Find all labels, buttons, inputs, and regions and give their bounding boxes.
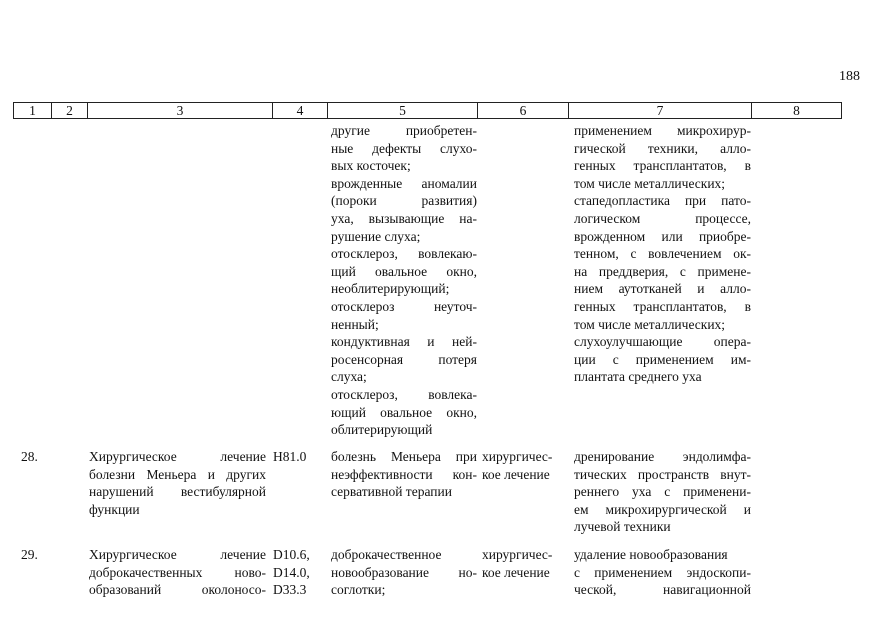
text-line: удаление новообразования — [574, 547, 728, 562]
text-line: слуха; — [331, 369, 367, 385]
text-line: ющий овальное окно, — [331, 404, 477, 420]
text-line: кондуктивная и ней- — [331, 334, 477, 350]
text-line: D33.3 — [273, 582, 307, 598]
row-29-col5 — [331, 546, 477, 599]
text-line: щий овальное окно, — [331, 263, 477, 279]
page-number: 188 — [839, 69, 860, 84]
text-line: ческой, навигационной — [574, 582, 751, 598]
text-line: ненный; — [331, 316, 379, 332]
text-line: D10.6, — [273, 547, 310, 562]
text-line: соглотки; — [331, 582, 386, 598]
text-line: кое лечение — [482, 466, 550, 482]
header-col-8: 8 — [752, 103, 842, 119]
row-29-number: 29. — [21, 547, 38, 562]
text-line: слухоулучшающие опера- — [574, 334, 751, 350]
text-line: гической техники, алло- — [574, 140, 751, 156]
header-col-1: 1 — [14, 103, 52, 119]
continuation-col7 — [574, 122, 751, 386]
text-line: хирургичес- — [482, 449, 553, 464]
text-line: отосклероз, вовлека- — [331, 386, 477, 402]
text-line: сервативной терапии — [331, 484, 452, 500]
row-28-col4 — [273, 448, 327, 466]
row-29-col4 — [273, 546, 327, 599]
row-29-col3 — [89, 546, 266, 599]
text-line: тических пространств внут- — [574, 466, 751, 482]
text-line: росенсорная потеря — [331, 351, 477, 367]
text-line: доброкачественных ново- — [89, 564, 266, 580]
header-col-4: 4 — [273, 103, 328, 119]
text-line: уха, вызывающие на- — [331, 210, 477, 226]
text-line: генных трансплантатов, в — [574, 158, 751, 174]
text-line: генных трансплантатов, в — [574, 298, 751, 314]
text-line: лучевой техники — [574, 519, 671, 535]
text-line: болезни Меньера и других — [89, 466, 266, 482]
text-line: кое лечение — [482, 564, 550, 580]
text-line: новообразование но- — [331, 564, 477, 580]
text-line: вых косточек; — [331, 158, 411, 174]
text-line: H81.0 — [273, 449, 307, 464]
row-28-col7 — [574, 448, 751, 536]
text-line: ные дефекты слухо- — [331, 140, 477, 156]
text-line: стапедопластика при пато- — [574, 193, 751, 209]
text-line: на преддверия, с примене- — [574, 263, 751, 279]
row-29-col6 — [482, 546, 570, 581]
text-line: дренирование эндолимфа- — [574, 449, 751, 464]
text-line: неэффективности кон- — [331, 466, 477, 482]
text-line: Хирургическое лечение — [89, 449, 266, 464]
text-line: образований околоносо- — [89, 582, 266, 598]
text-line: том числе металлических; — [574, 316, 726, 332]
text-line: (пороки развития) — [331, 193, 477, 209]
text-line: необлитерирующий; — [331, 281, 450, 297]
row-29-col7 — [574, 546, 751, 599]
text-line: ции с применением им- — [574, 351, 751, 367]
text-line: нием аутотканей и алло- — [574, 281, 751, 297]
column-header-row — [13, 102, 842, 119]
header-col-7: 7 — [569, 103, 752, 119]
text-line: отосклероз, вовлекаю- — [331, 246, 477, 262]
header-col-3: 3 — [88, 103, 273, 119]
text-line: хирургичес- — [482, 547, 553, 562]
text-line: функции — [89, 501, 140, 517]
row-28-col6 — [482, 448, 570, 483]
row-28-col5 — [331, 448, 477, 501]
text-line: врожденные аномалии — [331, 175, 477, 191]
continuation-col5 — [331, 122, 477, 439]
text-line: D14.0, — [273, 564, 310, 580]
text-line: облитерирующий — [331, 422, 433, 438]
header-col-2: 2 — [52, 103, 88, 119]
text-line: Хирургическое лечение — [89, 547, 266, 562]
text-line: с применением эндоскопи- — [574, 564, 751, 580]
text-line: болезнь Меньера при — [331, 449, 477, 464]
header-col-5: 5 — [328, 103, 478, 119]
text-line: реннего уха с применени- — [574, 484, 751, 500]
header-col-6: 6 — [478, 103, 569, 119]
text-line: ем микрохирургической и — [574, 501, 751, 517]
text-line: врожденном или приобре- — [574, 228, 751, 244]
text-line: логическом процессе, — [574, 210, 751, 226]
text-line: отосклероз неуточ- — [331, 298, 477, 314]
text-line: тенном, с вовлечением ок- — [574, 246, 751, 262]
text-line: рушение слуха; — [331, 228, 421, 244]
text-line: доброкачественное — [331, 547, 442, 562]
row-28-col3 — [89, 448, 266, 518]
text-line: другие приобретен- — [331, 123, 477, 138]
text-line: том числе металлических; — [574, 175, 726, 191]
text-line: нарушений вестибулярной — [89, 484, 266, 500]
row-28-number: 28. — [21, 449, 38, 464]
text-line: плантата среднего уха — [574, 369, 702, 385]
text-line: применением микрохирур- — [574, 123, 751, 138]
